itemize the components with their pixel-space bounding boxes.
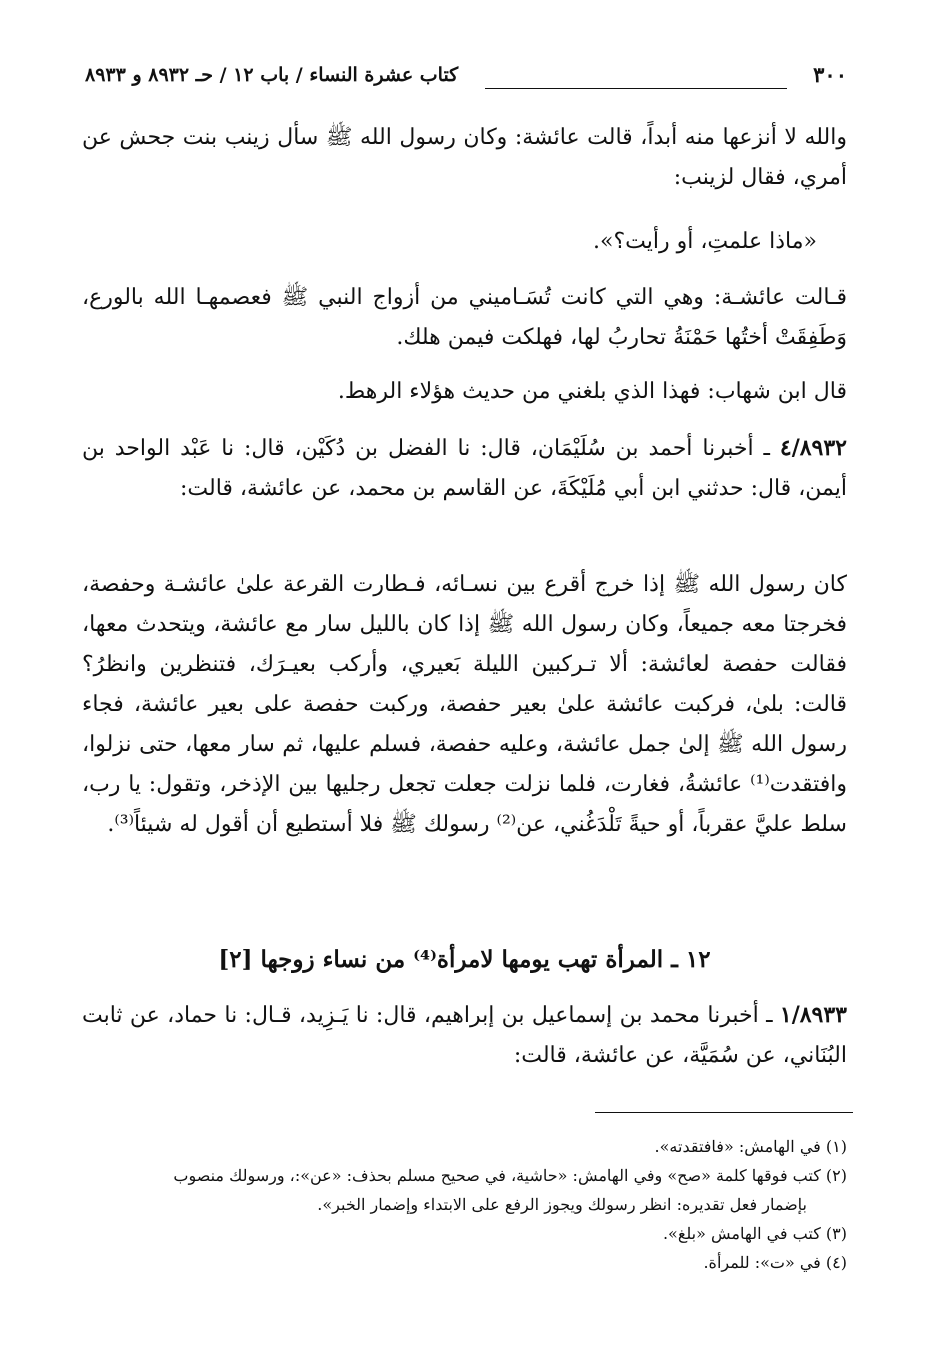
hadith-isnad bbox=[82, 995, 847, 1076]
hadith-number: ٤/٨٩٣٢ bbox=[779, 435, 847, 461]
footnote-rule bbox=[595, 1112, 853, 1113]
paragraph: والله لا أنزعها منه أبداً، قالت عائشة: وكان رسول الله ﷺ سأل زينب بنت جحش عن أمري، فقال لزينب: bbox=[82, 125, 847, 190]
hadith-matn: كان رسول الله ﷺ إذا خرج أقرع بين نسـائه، فـطارت القرعة علىٰ عائشـة وحفصة، فخرجتا معه جميعاً، وكان رسول الله ﷺ إذا كان بالليل سار مع عائشة، ويتحدث معها، فقالت حفصة لعائشة: ألا تـركبين الليلة بَعيري، وأركب بعيـرَك، فتنظرين وانظرُ؟ قالت: بلىٰ، فركبت عائشة علىٰ بعير حفصة، وركبت حفصة على بعير عائشة، فجاء رسول الله ﷺ إلىٰ جمل عائشة، وعليه حفصة، فسلم عليها، ثم سار معها، حتى نزلوا، وافتقدت⁽¹⁾ عائشةُ، فغارت، فلما نزلت جعلت تجعل رجليها بين الإذخر، وتقول: يا رب، سلط عليَّ عقرباً، أو حيةً تَلْدَغُني، عن⁽²⁾ رسولك ﷺ فلا أستطيع أن أقول له شيئاً⁽³⁾. bbox=[82, 572, 847, 837]
chapter-heading: ١٢ ـ المرأة تهب يومها لامرأة⁽⁴⁾ من نساء زوجها [٢] bbox=[218, 946, 711, 973]
paragraph: قال ابن شهاب: فهذا الذي بلغني من حديث هؤلاء الرهط. bbox=[337, 379, 847, 404]
hadith-isnad bbox=[82, 428, 847, 509]
footnote: (٢) كتب فوقها كلمة «صح» وفي الهامش: «حاشية، في صحيح مسلم بحذف: «عن»:، ورسولك منصوب bbox=[173, 1166, 847, 1185]
quoted-question: «ماذا علمتِ، أو رأيت؟». bbox=[593, 229, 817, 254]
isnad-text: ـ أخبرنا أحمد بن سُلَيْمَان، قال: نا الفضل بن دُكَيْن، قال: نا عَبْد الواحد بن أيمن، قال: حدثني ابن أبي مُلَيْكَةَ، عن القاسم بن محمد، عن عائشة، قالت: bbox=[82, 436, 847, 501]
footnote: (٤) في «ت»: للمرأة. bbox=[703, 1253, 847, 1272]
hadith-number: ١/٨٩٣٣ bbox=[779, 1002, 847, 1028]
page-number: ٣٠٠ bbox=[813, 62, 847, 87]
footnotes bbox=[92, 1132, 847, 1277]
paragraph: قـالت عائشـة: وهي التي كانت تُسَـاميني من أزواج النبي ﷺ فعصمهـا الله بالورع، وَطَفِقَتْ أختُها حَمْنَةُ تحاربُ لها، فهلكت فيمن هلك. bbox=[82, 285, 847, 350]
header-rule bbox=[485, 88, 787, 89]
running-title: كتاب عشرة النساء / باب ١٢ / حـ ٨٩٣٢ و ٨٩٣٣ bbox=[85, 64, 459, 86]
footnote: (١) في الهامش: «فافتقدته». bbox=[654, 1137, 847, 1156]
page-header bbox=[85, 62, 847, 96]
isnad-text: ـ أخبرنا محمد بن إسماعيل بن إبراهيم، قال: نا يَـزِيد، قـال: نا حماد، عن ثابت البُنَاني، عن سُمَيَّة، عن عائشة، قالت: bbox=[82, 1003, 847, 1068]
footnote: (٣) كتب في الهامش «بلغ». bbox=[662, 1224, 847, 1243]
footnote-continuation: بإضمار فعل تقديره: انظر رسولك ويجوز الرفع على الابتداء وإضمار الخبر». bbox=[317, 1195, 807, 1214]
